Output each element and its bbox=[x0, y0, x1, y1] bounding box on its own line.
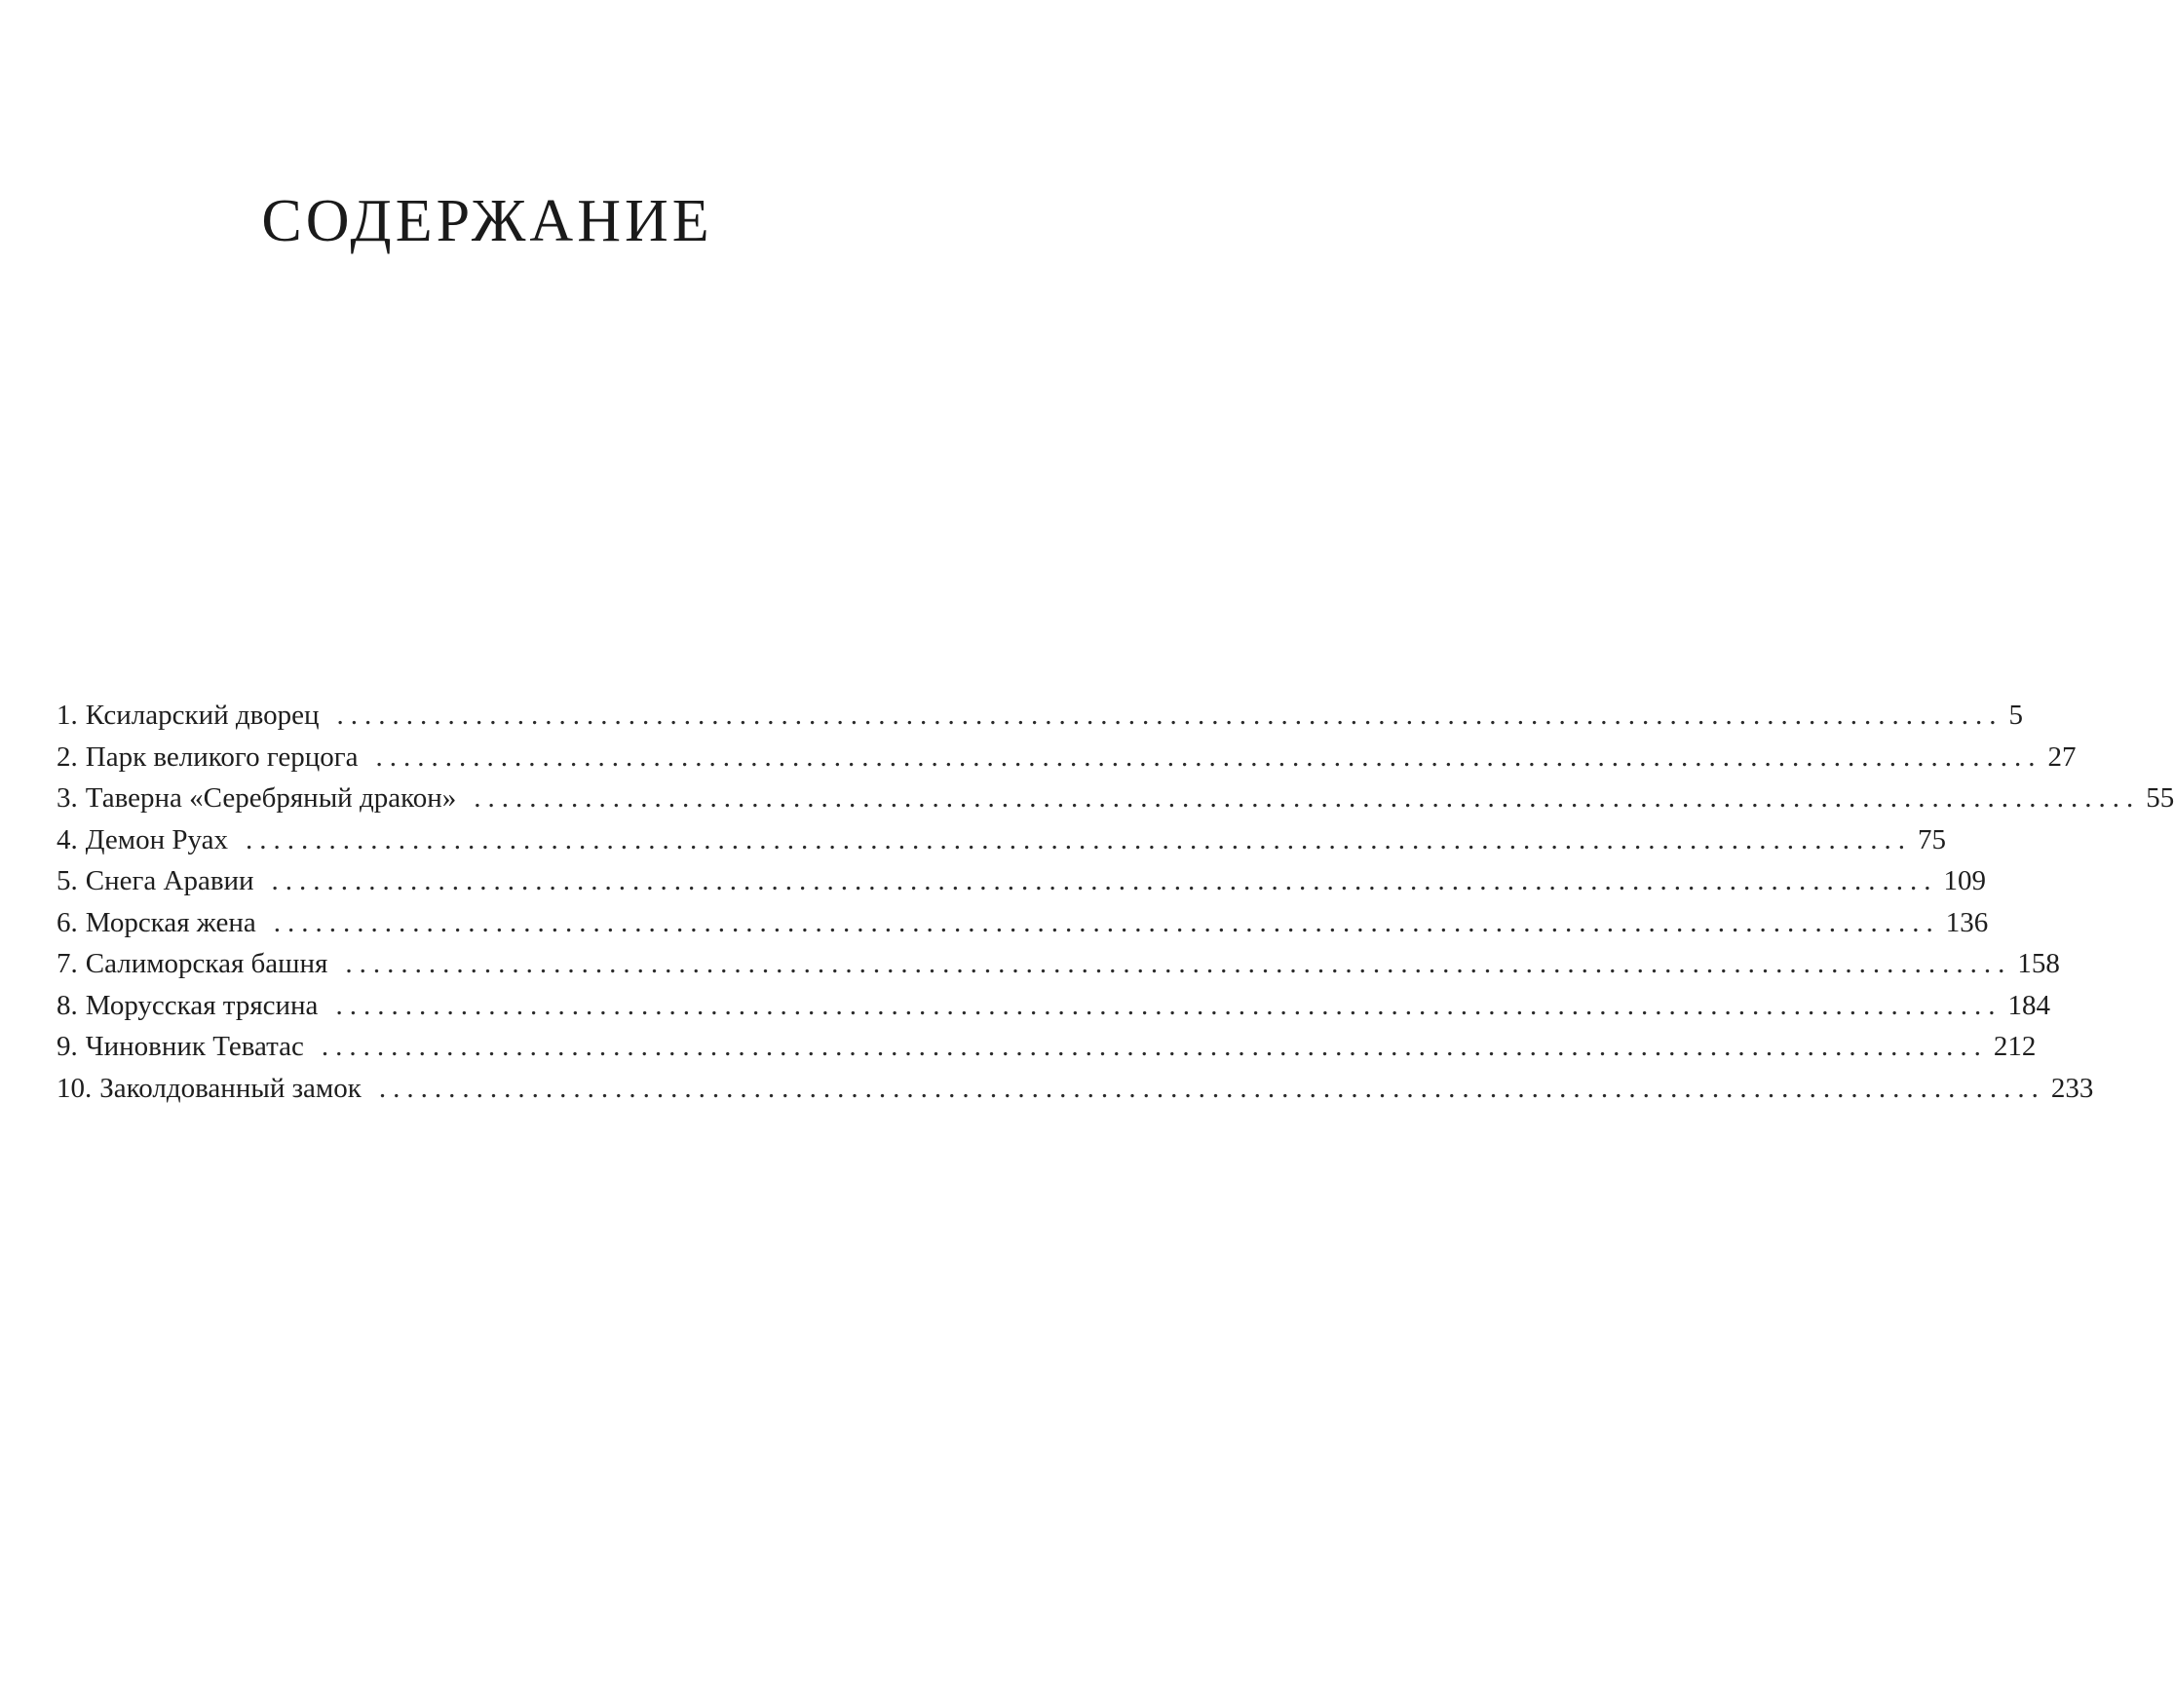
toc-entry bbox=[57, 737, 2077, 778]
toc-entry bbox=[57, 860, 1987, 902]
toc-entry-number: 9. bbox=[57, 1031, 78, 1062]
toc-entry-number: 4. bbox=[57, 823, 78, 855]
toc-entry-title: Ксиларский дворец bbox=[85, 700, 320, 731]
toc-entry-title: Снега Аравии bbox=[85, 865, 254, 896]
toc-entry-page: 158 bbox=[2017, 948, 2060, 979]
toc-dot-leader: ........................................................................................................................ bbox=[474, 782, 2141, 814]
toc-entry bbox=[57, 1026, 2037, 1068]
page-title: СОДЕРЖАНИЕ bbox=[261, 188, 713, 254]
toc-dot-leader: ........................................................................................................................ bbox=[321, 1031, 1988, 1062]
toc-entry-number: 2. bbox=[57, 740, 78, 773]
toc-dot-leader: ........................................................................................................................ bbox=[336, 700, 2003, 731]
toc-dot-leader: ........................................................................................................................ bbox=[246, 823, 1912, 855]
toc-entry-number: 3. bbox=[57, 782, 78, 814]
toc-dot-leader: ........................................................................................................................ bbox=[378, 1072, 2045, 1104]
toc-entry-title: Чиновник Теватас bbox=[85, 1031, 304, 1062]
toc-entry-page: 233 bbox=[2050, 1072, 2094, 1104]
toc-entry-number: 1. bbox=[57, 700, 78, 731]
toc-dot-leader: ........................................................................................................................ bbox=[375, 740, 2042, 773]
toc-dot-leader: ........................................................................................................................ bbox=[271, 865, 1938, 896]
toc-entry-title: Морская жена bbox=[85, 906, 256, 938]
toc-entry-page: 75 bbox=[1918, 823, 1946, 855]
toc-entry-number: 8. bbox=[57, 989, 78, 1021]
toc-entry-page: 109 bbox=[1943, 865, 1987, 896]
toc-entry-page: 55 bbox=[2146, 782, 2174, 814]
toc-entry-title: Салиморская башня bbox=[85, 948, 328, 979]
toc-entry bbox=[57, 778, 2174, 819]
toc-entry-page: 184 bbox=[2007, 989, 2050, 1021]
toc-entry bbox=[57, 819, 1946, 861]
toc-dot-leader: ........................................................................................................................ bbox=[345, 948, 2012, 979]
toc-entry-title: Заколдованный замок bbox=[99, 1072, 362, 1104]
toc-entry-page: 212 bbox=[1993, 1031, 2037, 1062]
toc-dot-leader: ........................................................................................................................ bbox=[335, 989, 2002, 1021]
toc-entry-page: 27 bbox=[2047, 740, 2077, 773]
toc-entry-page: 136 bbox=[1945, 906, 1989, 938]
toc-entry-number: 6. bbox=[57, 906, 78, 938]
toc-entry-title: Моруccкая трясина bbox=[85, 989, 319, 1021]
toc-entry-title: Парк великого герцога bbox=[85, 740, 359, 773]
toc-entry-number: 7. bbox=[57, 948, 78, 979]
toc-entry bbox=[57, 695, 2023, 737]
toc-entry-number: 5. bbox=[57, 865, 78, 896]
toc-entry bbox=[57, 943, 2060, 985]
toc-entry bbox=[57, 1068, 2094, 1110]
toc-entry-title: Таверна «Серебряный дракон» bbox=[85, 782, 457, 814]
toc-entry bbox=[57, 985, 2050, 1027]
toc-entry-title: Демон Руах bbox=[85, 823, 228, 855]
toc-dot-leader: ........................................................................................................................ bbox=[273, 906, 1940, 938]
toc-entry-number: 10. bbox=[57, 1072, 93, 1104]
table-of-contents bbox=[57, 695, 2174, 1109]
toc-entry bbox=[57, 902, 1989, 944]
toc-entry-page: 5 bbox=[2008, 700, 2023, 731]
